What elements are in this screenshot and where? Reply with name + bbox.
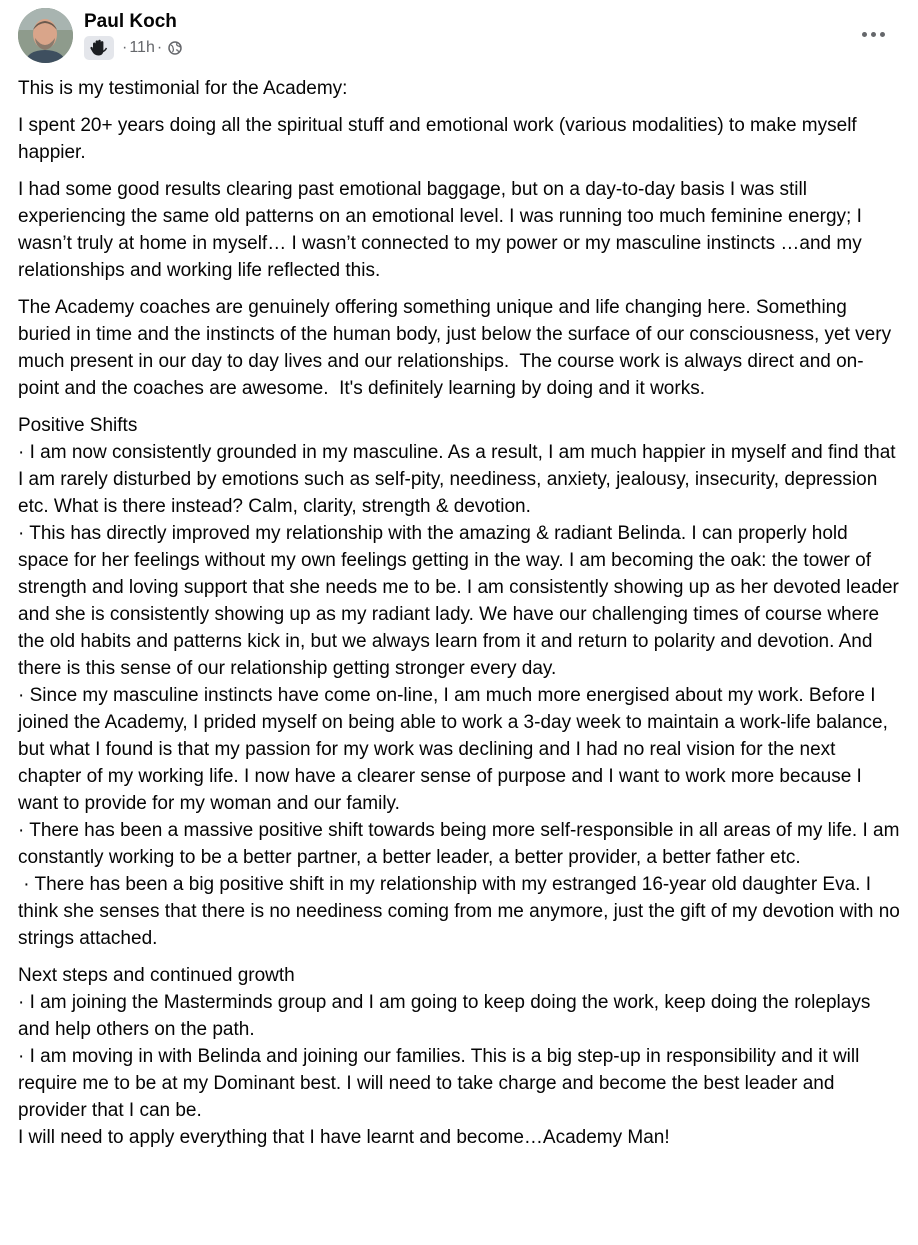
more-dot <box>862 32 867 37</box>
positive-shifts-section <box>18 412 906 952</box>
post-paragraph: I had some good results clearing past emotional baggage, but on a day-to-day basis I was still experiencing the same old patterns on an emotional level. I was running too much feminine energy; I wasn’t truly at home in myself… I wasn’t connected to my power or my masculine instincts …and my relationships and working life reflected this. <box>18 179 868 281</box>
bullet-item: · There has been a massive positive shift towards being more self-responsible in all areas of my life. I am constantly working to be a better partner, a better leader, a better provider, a better father etc. <box>18 820 905 868</box>
avatar[interactable] <box>18 8 73 63</box>
author-name[interactable]: Paul Koch <box>84 11 177 32</box>
next-steps-section <box>18 962 903 1151</box>
bullet-item: · Since my masculine instincts have come on-line, I am much more energised about my work. Before I joined the Academy, I prided myself on being able to work a 3-day week to maintain a work-life balance, but what I found is that my passion for my work was declining and I had no real vision for the next chapter of my working life. I now have a clearer sense of purpose and I want to work more because I want to provide for my woman and our family. <box>18 685 894 814</box>
post-header <box>0 0 918 70</box>
post-paragraph: I spent 20+ years doing all the spiritual stuff and emotional work (various modalities) to make myself happier. <box>18 115 862 163</box>
post-paragraph: The Academy coaches are genuinely offering something unique and life changing here. Something buried in time and the instincts of the human body, just below the surface of our consciousness, yet very much present in our day to day lives and our relationships. The course work is always direct and on-point and the coaches are awesome. It's definitely learning by doing and it works. <box>18 297 897 399</box>
meta-separator: · <box>122 39 128 56</box>
more-dot <box>871 32 876 37</box>
globe-icon[interactable] <box>168 41 182 55</box>
closing-line: I will need to apply everything that I have learnt and become…Academy Man! <box>18 1127 670 1148</box>
more-dot <box>880 32 885 37</box>
section-title: Next steps and continued growth <box>18 965 295 986</box>
hand-badge-icon[interactable] <box>84 36 114 60</box>
bullet-item: · I am joining the Masterminds group and I am going to keep doing the work, keep doing the roleplays and help others on the path. <box>18 992 876 1040</box>
post-meta <box>84 36 182 60</box>
bullet-item: · There has been a big positive shift in my relationship with my estranged 16-year old daughter Eva. I think she senses that there is no neediness coming from me anymore, just the gift of my devotion with no strings attached. <box>18 874 906 949</box>
section-title: Positive Shifts <box>18 415 138 436</box>
bullet-item: · This has directly improved my relationship with the amazing & radiant Belinda. I can properly hold space for her feelings without my own feelings getting in the way. I am becoming the oak: the tower of strength and loving support that she needs me to be. I am consistently showing up as her devoted leader and she is consistently showing up as my radiant lady. We have our challenging times of course where the old habits and patterns kick in, but we always learn from it and return to polarity and devotion. And there is this sense of our relationship getting stronger every day. <box>18 523 905 679</box>
meta-separator: · <box>156 39 163 56</box>
bullet-item: · I am now consistently grounded in my masculine. As a result, I am much happier in myself and find that I am rarely disturbed by emotions such as self-pity, neediness, anxiety, jealousy, insecurity, depression etc. What is there instead? Calm, clarity, strength & devotion. <box>18 442 901 517</box>
post-paragraph: This is my testimonial for the Academy: <box>18 78 348 99</box>
bullet-item: · I am moving in with Belinda and joining our families. This is a big step-up in responsibility and it will require me to be at my Dominant best. I will need to take charge and become the best leader and provider that I can be. <box>18 1046 865 1121</box>
post-timestamp[interactable]: 11h <box>129 39 155 56</box>
more-options-icon[interactable] <box>856 22 890 46</box>
post-body <box>18 75 906 1161</box>
